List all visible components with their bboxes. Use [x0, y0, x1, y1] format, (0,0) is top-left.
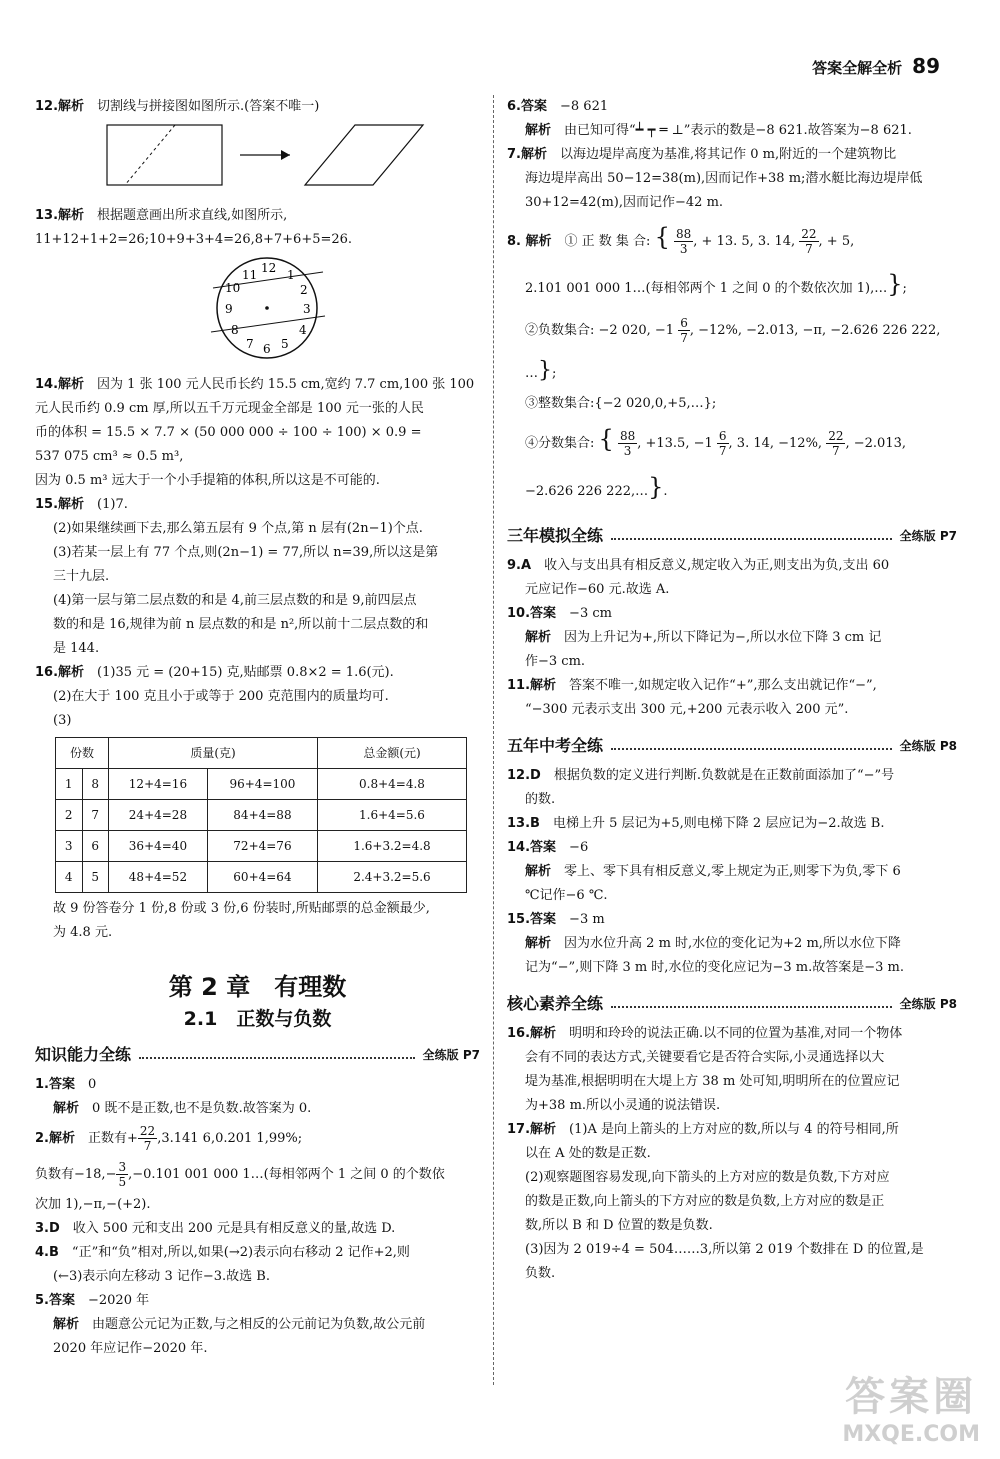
clock-line-2: [211, 316, 325, 332]
clock-figure: [35, 252, 480, 364]
clock-num: 9: [225, 302, 233, 316]
a16-line: 会有不同的表达方式,关键要看它是否符合实际,小灵通选择以大: [525, 1050, 885, 1065]
a1: 1.答案 0: [35, 1077, 97, 1092]
a17-line: (3)因为 2 019÷4 = 504……3,所以第 2 019 个数排在 D 的位置,是: [525, 1242, 924, 1257]
section-bar: [507, 524, 957, 548]
q16: 16.解析 (1)35 元 = (20+15) 克,贴邮票 0.8×2 = 1.6(元).: [35, 665, 394, 680]
a16-line: 为+38 m.所以小灵通的说法错误.: [525, 1098, 721, 1113]
table-header: 总金额(元): [318, 738, 467, 769]
a8-negatives: ②负数集合: −2 020, −1 $\frac{6}{7}$ , −12%, −2.013̇, −π, −2.626 226 222,: [525, 316, 941, 345]
table-header: 质量(克): [109, 738, 318, 769]
q13-sums: 11+12+1+2=26;10+9+3+4=26,8+7+6+5=26.: [35, 232, 353, 247]
a8-line: 2.101 001 000 1…(每相邻两个 1 之间 0 的个数依次加 1),…};: [525, 270, 907, 298]
a15-line: 记为“−”,则下降 3 m 时,水位的变化应记为−3 m.故答案是−3 m.: [525, 960, 904, 975]
a17-line: 负数.: [525, 1266, 556, 1281]
a15: 15.答案 −3 m: [507, 912, 605, 927]
right-column: [507, 95, 957, 1286]
cut-line: [125, 125, 175, 185]
table-cell: 36+4=40: [109, 831, 208, 862]
table-cell: 7: [82, 800, 109, 831]
a16: 16.解析 明明和玲玲的说法正确.以不同的位置为基准,对同一个物体: [507, 1026, 903, 1041]
a11: 11.解析 答案不唯一,如规定收入记作“+”,那么支出就记作“−”,: [507, 678, 877, 693]
table-cell: 3: [56, 831, 83, 862]
q15-line: (2)如果继续画下去,那么第五层有 9 个点,第 n 层有(2n−1)个点.: [53, 521, 423, 536]
clock-num: 11: [242, 268, 258, 282]
section-bar-version: 全练版 P8: [899, 997, 957, 1011]
q15-line: 三十九层.: [53, 569, 110, 584]
a10-analysis: 解析 因为上升记为+,所以下降记为−,所以水位下降 3 cm 记: [525, 630, 882, 645]
watermark-logo: 答案圈: [845, 1374, 978, 1420]
table-cell: 24+4=28: [109, 800, 208, 831]
clock-num: 8: [231, 323, 239, 337]
cut-figure: [105, 121, 425, 191]
a9-line: 元应记作−60 元.故选 A.: [525, 582, 670, 597]
a9: 9.A 收入与支出具有相反意义,规定收入为正,则支出为负,支出 60: [507, 558, 890, 573]
fraction: $\frac{6}{7}$: [718, 429, 727, 458]
section-bar-title: 三年模拟全练: [507, 526, 604, 545]
a15-analysis: 解析 因为水位升高 2 m 时,水位的变化记为+2 m,所以水位下降: [525, 936, 901, 951]
table-cell: 0.8+4=4.8: [318, 769, 467, 800]
table-row: [56, 831, 467, 862]
a2-negatives: 负数有−18,− $\frac{3}{5}$ ,−0.101 001 000 1…(每相邻两个 1 之间 0 的个数依: [35, 1160, 445, 1189]
table-cell: 2.4+3.2=5.6: [318, 862, 467, 893]
clock-num: 10: [225, 281, 241, 295]
section-bar: [35, 1043, 480, 1067]
q16-line: (3): [53, 713, 72, 728]
a17-line: 以在 A 处的数是正数.: [525, 1146, 651, 1161]
a14-analysis: 解析 零上、零下具有相反意义,零上规定为正,则零下为负,零下 6: [525, 864, 901, 879]
a5: 5.答案 −2020 年: [35, 1293, 150, 1308]
a4-line: (←3)表示向左移动 3 记作−3.故选 B.: [53, 1269, 270, 1284]
section-bar-version: 全练版 P8: [899, 739, 957, 753]
q14: 14.解析 因为 1 张 100 元人民币长约 15.5 cm,宽约 7.7 cm,100 张 100: [35, 377, 475, 392]
clock-num: 2: [300, 283, 308, 297]
column-divider: [493, 95, 494, 1385]
q15-line: (4)第一层与第二层点数的和是 4,前三层点数的和是 9,前四层点: [53, 593, 417, 608]
table-cell: 12+4=16: [109, 769, 208, 800]
page-number: 89: [912, 54, 940, 78]
page-header: [812, 54, 940, 78]
table-row: [56, 862, 467, 893]
q14-line: 537 075 cm³ ≈ 0.5 m³,: [35, 449, 184, 464]
section-title: 2.1 正数与负数: [183, 1008, 332, 1030]
table-cell: 5: [82, 862, 109, 893]
a6: 6.答案 −8 621: [507, 99, 609, 114]
clock-num: 12: [261, 261, 277, 275]
a6-analysis: 解析 由已知可得“┷ ┯ ═ ⊥”表示的数是−8 621.故答案为−8 621.: [525, 123, 912, 138]
table-cell: 2: [56, 800, 83, 831]
q13: 13.解析 根据题意画出所求直线,如图所示,: [35, 208, 288, 223]
table-header-row: [56, 738, 467, 769]
a4: 4.B “正”和“负”相对,所以,如果(→2)表示向右移动 2 记作+2,则: [35, 1245, 410, 1260]
fraction: $\frac{3}{5}$: [118, 1160, 127, 1189]
clock-num: 7: [246, 337, 254, 351]
q15: 15.解析 (1)7.: [35, 497, 128, 512]
a7-line: 30+12=42(m),因而记作−42 m.: [525, 195, 724, 210]
a5-line: 2020 年应记作−2020 年.: [53, 1341, 208, 1356]
a5-analysis: 解析 由题意公元记为正数,与之相反的公元前记为负数,故公元前: [53, 1317, 426, 1332]
clock-num: 4: [299, 323, 307, 337]
watermark-url: MXQE.COM: [842, 1422, 980, 1447]
a11-line: “−300 元表示支出 300 元,+200 元表示收入 200 元”.: [525, 702, 849, 717]
section-bar: [507, 992, 957, 1016]
a2-line: 次加 1),−π,−(+2).: [35, 1197, 151, 1212]
a3: 3.D 收入 500 元和支出 200 元是具有相反意义的量,故选 D.: [35, 1221, 396, 1236]
clock-num: 1: [287, 268, 295, 282]
header-title: 答案全解全析: [812, 59, 903, 77]
a8-fractions: ④分数集合: { $\frac{88}{3}$ , +13.5, −1 $\frac{6}{7}$ , 3. 14, −12%, $\frac{22}{7}$ , −2.013̇,: [525, 425, 906, 458]
table-row: [56, 800, 467, 831]
clock-center: [265, 306, 269, 310]
a17-line: 的数是正数,向上箭头的下方对应的数是负数,上方对应的数是正: [525, 1194, 885, 1209]
clock-num: 5: [281, 337, 289, 351]
table-cell: 96+4=100: [207, 769, 317, 800]
q14-line: 因为 0.5 m³ 远大于一个小手提箱的体积,所以这是不可能的.: [35, 473, 380, 488]
section-bar-version: 全练版 P7: [899, 529, 957, 543]
watermark: [842, 1365, 980, 1447]
a10-line: 作−3 cm.: [525, 654, 586, 669]
a14: 14.答案 −6: [507, 840, 589, 855]
fraction: $\frac{88}{3}$: [676, 227, 692, 256]
table-cell: 1.6+3.2=4.8: [318, 831, 467, 862]
a17-line: (2)观察题图容易发现,向下箭头的上方对应的数是负数,下方对应: [525, 1170, 890, 1185]
a2: 2.解析 正数有+ $\frac{22}{7}$ ,3.141 6,0.201 1,99%;: [35, 1124, 303, 1153]
a7-line: 海边堤岸高出 50−12=38(m),因而记作+38 m;潜水艇比海边堤岸低: [525, 171, 923, 186]
q16-line: (2)在大于 100 克且小于或等于 200 克范围内的质量均可.: [53, 689, 389, 704]
q16-line: 故 9 份答卷分 1 份,8 份或 3 份,6 份装时,所贴邮票的总金额最少,: [53, 901, 430, 916]
table-cell: 6: [82, 831, 109, 862]
section-bar-title: 知识能力全练: [35, 1045, 132, 1064]
table-cell: 1: [56, 769, 83, 800]
a17: 17.解析 (1)A 是向上箭头的上方对应的数,所以与 4 的符号相同,所: [507, 1122, 899, 1137]
q14-line: 币的体积 = 15.5 × 7.7 × (50 000 000 ÷ 100 ÷ 100) × 0.9 =: [35, 425, 422, 440]
fraction: $\frac{22}{7}$: [801, 227, 817, 256]
postage-table: [55, 737, 467, 893]
q14-line: 元人民币约 0.9 cm 厚,所以五千万元现金全部是 100 元一张的人民: [35, 401, 424, 416]
a8-integers: ③整数集合:{−2 020,0,+5,…};: [525, 396, 717, 411]
section-bar-version: 全练版 P7: [422, 1048, 480, 1062]
table-row: [56, 769, 467, 800]
fraction: $\frac{22}{7}$: [828, 429, 844, 458]
a1-analysis: 解析 0 既不是正数,也不是负数.故答案为 0.: [53, 1101, 312, 1116]
fraction: $\frac{22}{7}$: [139, 1124, 156, 1153]
a14-line: ℃记作−6 ℃.: [525, 888, 608, 903]
clock-num: 3: [303, 302, 311, 316]
table-cell: 72+4=76: [207, 831, 317, 862]
a8-line: …};: [525, 358, 557, 383]
q12: 12.解析 切割线与拼接图如图所示.(答案不唯一): [35, 99, 320, 114]
fraction: $\frac{6}{7}$: [680, 316, 688, 345]
a16-line: 堤为基准,根据明明在大堤上方 38 m 处可知,明明所在的位置应记: [525, 1074, 900, 1089]
a10: 10.答案 −3 cm: [507, 606, 612, 621]
section-bar-title: 核心素养全练: [507, 994, 604, 1013]
table-cell: 1.6+4=5.6: [318, 800, 467, 831]
a8-line: −2.626 226 222,…}.: [525, 473, 668, 501]
table-header: 份数: [56, 738, 109, 769]
table-cell: 48+4=52: [109, 862, 208, 893]
a17-line: 数,所以 B 和 D 位置的数是负数.: [525, 1218, 713, 1233]
section-bar: [507, 734, 957, 758]
a8: 8. 解析 ① 正 数 集 合: { $\frac{88}{3}$ , + 13. 5, 3. 14, $\frac{22}{7}$ , + 5,: [507, 223, 855, 256]
q15-line: (3)若某一层上有 77 个点,则(2n−1) = 77,所以 n=39,所以这是第: [53, 545, 439, 560]
q16-line: 为 4.8 元.: [53, 925, 113, 940]
fraction: $\frac{88}{3}$: [619, 429, 636, 458]
clock-num: 6: [263, 342, 271, 356]
left-column: [35, 95, 480, 1361]
rectangle-shape: [107, 125, 222, 185]
a13: 13.B 电梯上升 5 层记为+5,则电梯下降 2 层应记为−2.故选 B.: [507, 816, 885, 831]
table-cell: 84+4=88: [207, 800, 317, 831]
q15-line: 数的和是 16,规律为前 n 层点数的和是 n²,所以前十二层点数的和: [53, 617, 429, 632]
parallelogram-shape: [305, 125, 423, 185]
q15-line: 是 144.: [53, 641, 100, 656]
a7: 7.解析 以海边堤岸高度为基准,将其记作 0 m,附近的一个建筑物比: [507, 147, 897, 162]
a12: 12.D 根据负数的定义进行判断.负数就是在正数前面添加了“−”号: [507, 768, 895, 783]
chapter-title: 第 2 章 有理数: [168, 973, 347, 1001]
section-bar-title: 五年中考全练: [507, 736, 604, 755]
table-cell: 60+4=64: [207, 862, 317, 893]
table-cell: 8: [82, 769, 109, 800]
a12-line: 的数.: [525, 792, 556, 807]
table-cell: 4: [56, 862, 83, 893]
arrow-head: [281, 150, 290, 160]
